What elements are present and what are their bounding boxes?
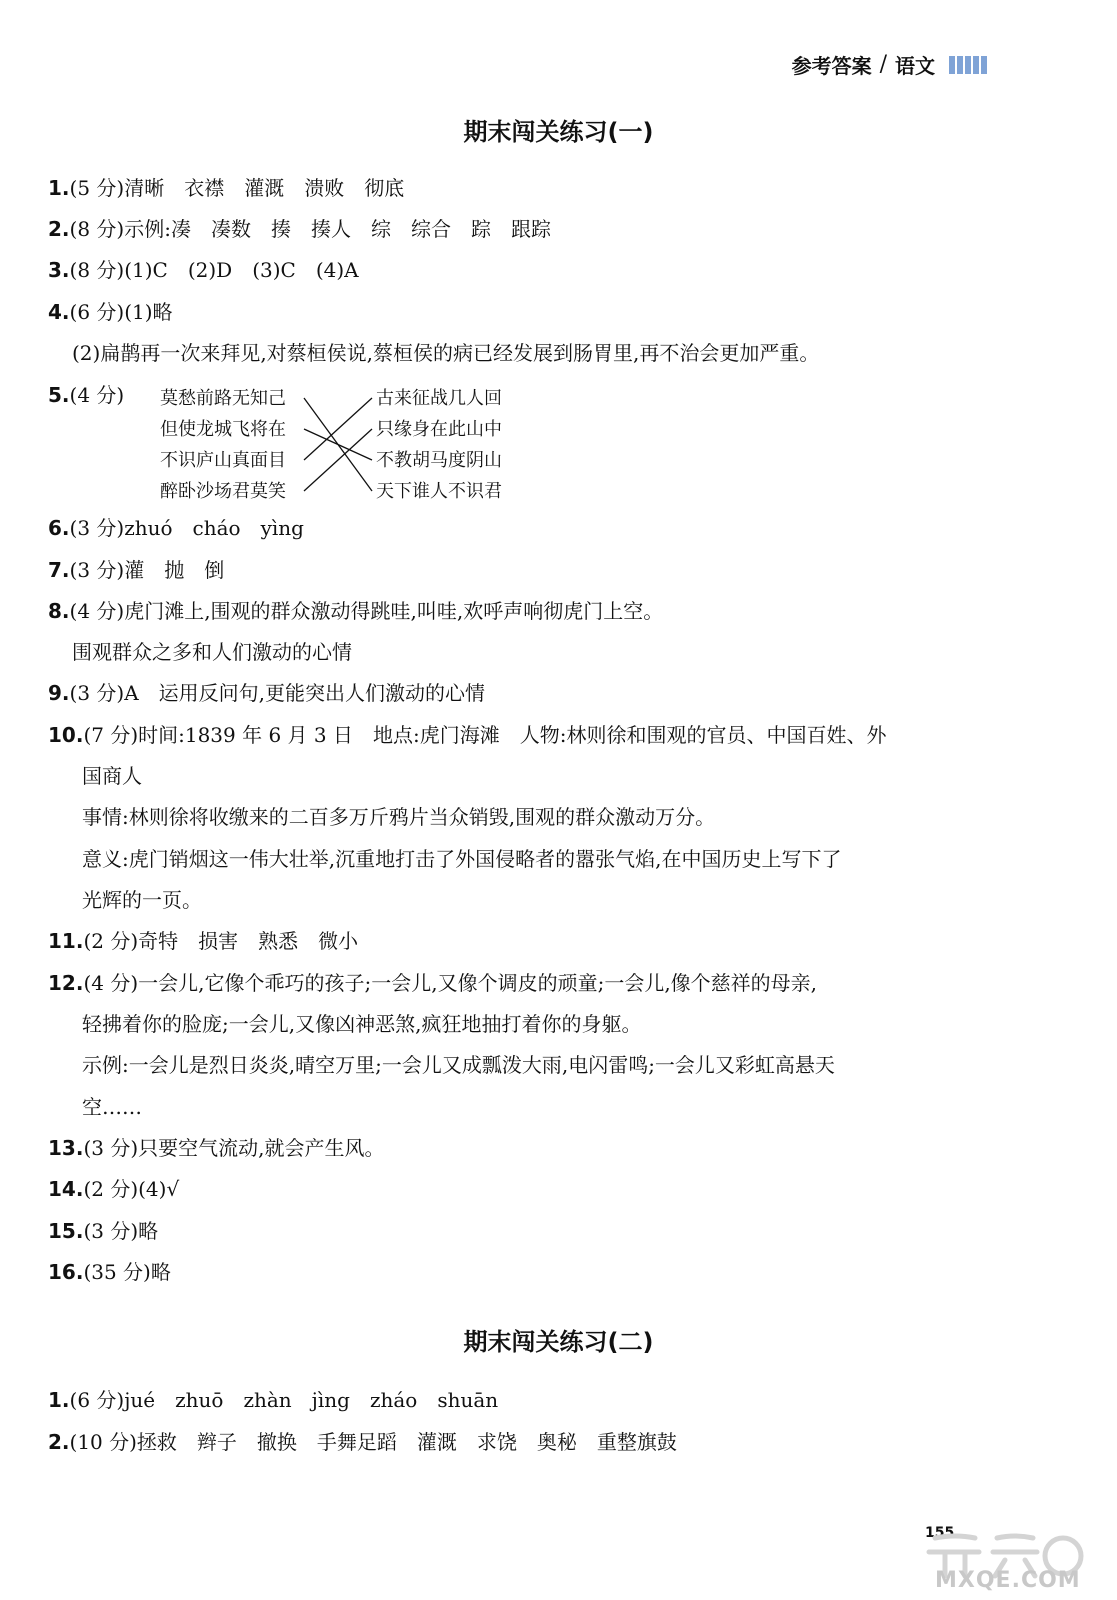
- answer-line: 围观群众之多和人们激动的心情: [72, 640, 352, 664]
- question-number: 5.: [48, 383, 70, 407]
- question-number: 4.: [48, 300, 70, 324]
- answer-line: 意义:虎门销烟这一伟大壮举,沉重地打击了外国侵略者的嚣张气焰,在中国历史上写下了: [82, 847, 842, 871]
- answer-text: (3 分)只要空气流动,就会产生风。: [83, 1136, 385, 1160]
- answer-text: (3 分)略: [83, 1219, 159, 1243]
- answer-text: (35 分)略: [83, 1260, 171, 1284]
- section-title-1: 期末闯关练习(一): [463, 118, 654, 146]
- poem-matching: [48, 380, 568, 505]
- answer-text: (6 分)(1)略: [69, 300, 173, 324]
- answer-text: (5 分)清晰 衣襟 灌溉 溃败 彻底: [69, 176, 405, 200]
- answer-line: [48, 555, 224, 585]
- question-number: 2.: [48, 1430, 70, 1454]
- answer-line: 示例:一会儿是烈日炎炎,晴空万里;一会儿又成瓢泼大雨,电闪雷鸣;一会儿又彩虹高悬天: [82, 1053, 835, 1077]
- section-title-2: 期末闯关练习(二): [463, 1328, 654, 1356]
- match-line: [304, 429, 372, 491]
- answer-line: [48, 297, 173, 327]
- match-line: [304, 429, 372, 460]
- answer-line: [48, 173, 404, 203]
- matching-right-column: [376, 383, 502, 507]
- answer-line: [48, 214, 551, 244]
- answer-line: [48, 513, 304, 543]
- answer-line: 事情:林则徐将收缴来的二百多万斤鸦片当众销毁,围观的群众激动万分。: [82, 805, 716, 829]
- header-slash: /: [879, 52, 887, 77]
- answer-line: [48, 380, 124, 410]
- answer-line: [48, 1216, 158, 1246]
- answer-line: [48, 1427, 677, 1457]
- poem-line: 莫愁前路无知己: [160, 388, 286, 409]
- answer-text: (4 分)一会儿,它像个乖巧的孩子;一会儿,又像个调皮的顽童;一会儿,像个慈祥的母亲,: [83, 971, 818, 995]
- answer-text: (6 分)jué zhuō zhàn jìng zháo shuān: [69, 1388, 499, 1412]
- answer-text: (2 分)奇特 损害 熟悉 微小: [83, 929, 359, 953]
- answer-text: (7 分)时间:1839 年 6 月 3 日 地点:虎门海滩 人物:林则徐和围观的官员、中国百姓、外: [83, 723, 887, 747]
- question-number: 7.: [48, 558, 70, 582]
- answer-text: (2 分)(4)√: [83, 1177, 180, 1201]
- question-number: 15.: [48, 1219, 84, 1243]
- answer-text: (4 分)虎门滩上,围观的群众激动得跳哇,叫哇,欢呼声响彻虎门上空。: [69, 599, 664, 623]
- question-number: 11.: [48, 929, 84, 953]
- poem-line: 只缘身在此山中: [376, 419, 502, 440]
- question-number: 2.: [48, 217, 70, 241]
- answer-line: [48, 596, 663, 626]
- answer-line: [48, 678, 485, 708]
- question-number: 13.: [48, 1136, 84, 1160]
- answer-line: 空……: [82, 1095, 142, 1119]
- answer-text: (3 分)A 运用反问句,更能突出人们激动的心情: [69, 681, 486, 705]
- answer-text: (3 分)灌 抛 倒: [69, 558, 225, 582]
- answer-line: [48, 1133, 384, 1163]
- poem-line: 古来征战几人回: [376, 388, 502, 409]
- watermark-text: MXQE.COM: [935, 1568, 1081, 1593]
- answer-line: (2)扁鹊再一次来拜见,对蔡桓侯说,蔡桓侯的病已经发展到肠胃里,再不治会更加严重。: [72, 341, 820, 365]
- question-number: 10.: [48, 723, 84, 747]
- matching-lines: [298, 380, 378, 505]
- question-number: 6.: [48, 516, 70, 540]
- question-number: 12.: [48, 971, 84, 995]
- poem-line: 不教胡马度阴山: [376, 450, 502, 471]
- answer-text: (8 分)(1)C (2)D (3)C (4)A: [69, 258, 359, 282]
- matching-left-column: [160, 383, 286, 507]
- poem-line: 不识庐山真面目: [160, 450, 286, 471]
- question-number: 8.: [48, 599, 70, 623]
- answer-line: [48, 968, 817, 998]
- question-number: 14.: [48, 1177, 84, 1201]
- answer-line: [48, 1174, 179, 1204]
- answer-text: (10 分)拯救 辫子 撤换 手舞足蹈 灌溉 求饶 奥秘 重整旗鼓: [69, 1430, 677, 1454]
- answer-line: 轻拂着你的脸庞;一会儿,又像凶神恶煞,疯狂地抽打着你的身躯。: [82, 1012, 642, 1036]
- page-number: 155: [925, 1525, 955, 1541]
- poem-line: 醉卧沙场君莫笑: [160, 481, 286, 502]
- question-number: 16.: [48, 1260, 84, 1284]
- page-header: [792, 50, 987, 79]
- header-label: 参考答案: [791, 54, 872, 78]
- question-number: 3.: [48, 258, 70, 282]
- answer-line: [48, 1257, 171, 1287]
- answer-line: 国商人: [82, 764, 142, 788]
- answer-text: (8 分)示例:凑 凑数 揍 揍人 综 综合 踪 跟踪: [69, 217, 551, 241]
- answer-line: [48, 255, 359, 285]
- header-subject: 语文: [895, 54, 935, 78]
- question-number: 1.: [48, 1388, 70, 1412]
- question-number: 9.: [48, 681, 70, 705]
- answer-score: (4 分): [69, 383, 125, 407]
- header-bars-icon: [949, 56, 987, 74]
- answer-text: (3 分)zhuó cháo yìng: [69, 516, 304, 540]
- poem-line: 天下谁人不识君: [376, 481, 502, 502]
- question-number: 1.: [48, 176, 70, 200]
- match-line: [304, 398, 372, 460]
- answer-line: [48, 720, 886, 750]
- answer-line: 光辉的一页。: [82, 888, 202, 912]
- answer-line: [48, 1385, 498, 1415]
- poem-line: 但使龙城飞将在: [160, 419, 286, 440]
- answer-line: [48, 926, 358, 956]
